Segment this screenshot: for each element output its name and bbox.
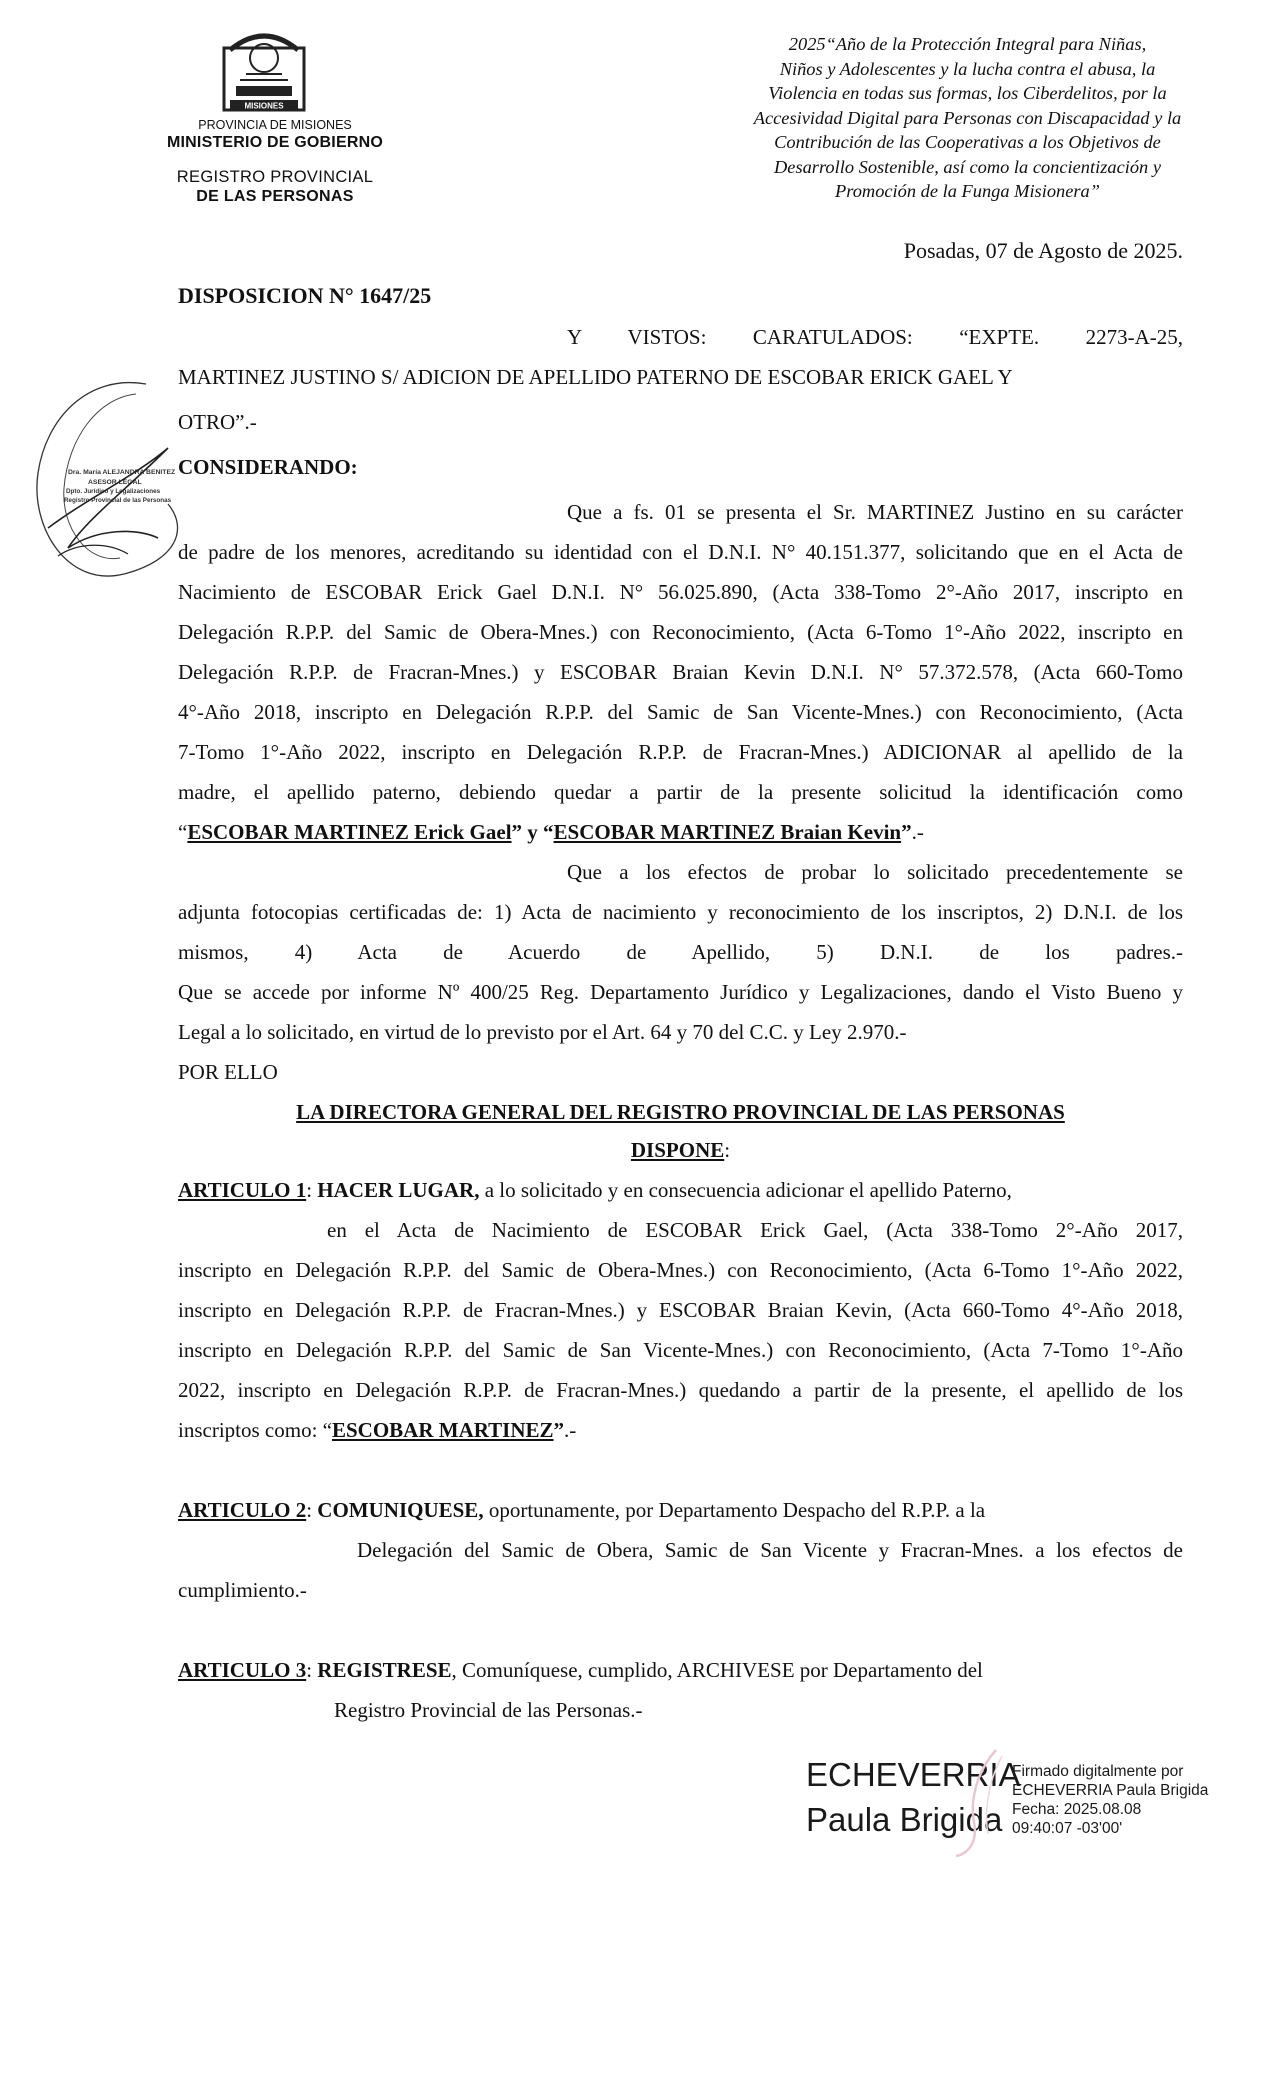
dispone-word: DISPONE <box>630 1138 725 1162</box>
considerando-p3-line1: Que se accede por informe Nº 400/25 Reg. Departamento Jurídico y Legalizaciones, dando el Visto Bueno y <box>178 980 1183 1004</box>
articulo3-label: ARTICULO 3 <box>178 1658 307 1682</box>
articulo1-line: 2022, inscripto en Delegación R.P.P. de Fracran-Mnes.) quedando a partir de la presente, el apellido de los <box>178 1378 1183 1402</box>
svg-text:Dpto. Jurídico y Legalizacione: Dpto. Jurídico y Legalizaciones <box>66 488 161 495</box>
new-name-erick: ESCOBAR MARTINEZ Erick Gael <box>187 820 512 844</box>
considerando-p2-line3: mismos, 4) Acta de Acuerdo de Apellido, 5) D.N.I. de los padres.- <box>178 940 1183 964</box>
considerando-p1-end <box>178 820 1183 845</box>
vistos-line3: OTRO”.- <box>178 410 257 434</box>
articulo1-last-close: ” <box>553 1418 565 1442</box>
province-seal-logo <box>220 28 308 114</box>
articulo2-line2: Delegación del Samic de Obera, Samic de San Vicente y Fracran-Mnes. a los efectos de <box>357 1538 1183 1562</box>
year-motto-line: Accesividad Digital para Personas con Discapacidad y la <box>753 107 1182 128</box>
considerando-p2-first: Que a los efectos de probar lo solicitado precedentemente se <box>567 860 1183 884</box>
articulo2-first-line <box>178 1498 1183 1523</box>
articulo2-label: ARTICULO 2 <box>178 1498 307 1522</box>
year-motto-line: Niños y Adolescentes y la lucha contra el abusa, la <box>779 58 1156 79</box>
articulo1-line: inscripto en Delegación R.P.P. del Samic de Obera-Mnes.) con Reconocimiento, (Acta 6-Tomo 1°-Año 2022, <box>178 1258 1183 1282</box>
year-motto-line: 2025“Año de la Protección Integral para Niñas, <box>788 34 1147 54</box>
considerando-heading: CONSIDERANDO: <box>178 455 358 479</box>
year-motto-line: Contribución de las Cooperativas a los Objetivos de <box>774 132 1161 152</box>
articulo3-first-line <box>178 1658 1183 1683</box>
articulo2-line3: cumplimiento.- <box>178 1578 307 1602</box>
quote-close: ” <box>901 820 912 844</box>
articulo3-line2: Registro Provincial de las Personas.- <box>334 1698 643 1722</box>
disposition-title: DISPOSICION N° 1647/25 <box>178 283 432 308</box>
year-motto-line: Violencia en todas sus formas, los Ciberdelitos, por la <box>768 83 1167 103</box>
articulo3-lead: REGISTRESE <box>317 1658 452 1682</box>
quote-mid: ” y “ <box>511 820 554 844</box>
svg-text:ASESOR LEGAL: ASESOR LEGAL <box>88 479 142 486</box>
svg-text:Dra. María ALEJANDRA BENITEZ: Dra. María ALEJANDRA BENITEZ <box>68 469 176 476</box>
dispone-heading <box>178 1138 1183 1163</box>
considerando-p3-line2: Legal a lo solicitado, en virtud de lo previsto por el Art. 64 y 70 del C.C. y Ley 2.970.- <box>178 1020 907 1044</box>
considerando-p1-first: Que a fs. 01 se presenta el Sr. MARTINEZ Justino en su carácter <box>567 500 1183 524</box>
digital-signature-info <box>1012 1762 1208 1838</box>
header-province: PROVINCIA DE MISIONES <box>198 118 352 132</box>
signature-flourish-icon <box>940 1742 1020 1862</box>
articulo1-first-line <box>178 1178 1183 1203</box>
dispone-colon: : <box>724 1138 731 1162</box>
header-registry-line1: REGISTRO PROVINCIAL <box>176 168 374 186</box>
signature-info-line: Fecha: 2025.08.08 <box>1012 1801 1142 1818</box>
signature-info-line: 09:40:07 -03'00' <box>1012 1820 1123 1837</box>
articulo3-sep: : <box>306 1658 318 1682</box>
articulo1-label: ARTICULO 1 <box>178 1178 307 1202</box>
articulo3-text: , Comuníquese, cumplido, ARCHIVESE por Departamento del <box>451 1658 983 1682</box>
quote-open: “ <box>178 820 188 844</box>
considerando-p1-line: madre, el apellido paterno, debiendo quedar a partir de la presente solicitud la identificación como <box>178 780 1183 804</box>
header-ministry: MINISTERIO DE GOBIERNO <box>167 134 383 151</box>
signature-info-line: ECHEVERRIA Paula Brigida <box>1012 1782 1209 1799</box>
articulo1-last-prefix: inscriptos como: “ <box>178 1418 332 1442</box>
new-name-braian: ESCOBAR MARTINEZ Braian Kevin <box>553 820 902 844</box>
considerando-p2-line2: adjunta fotocopias certificadas de: 1) Acta de nacimiento y reconocimiento de los inscriptos, 2) D.N.I. de los <box>178 900 1183 924</box>
svg-text:MISIONES: MISIONES <box>244 101 284 111</box>
considerando-p1-line: Delegación R.P.P. del Samic de Obera-Mnes.) con Reconocimiento, (Acta 6-Tomo 1°-Año 2022, inscripto en <box>178 620 1183 644</box>
svg-text:Registro Provincial de las Per: Registro Provincial de las Personas <box>64 497 172 504</box>
vistos-line1: Y VISTOS: CARATULADOS: “EXPTE. 2273-A-25, <box>567 325 1183 349</box>
articulo2-sep: : <box>306 1498 318 1522</box>
articulo1-last-line <box>178 1418 1183 1443</box>
signature-name-line2: Paula Brigida <box>806 1801 1003 1838</box>
articulo2-lead: COMUNIQUESE, <box>317 1498 484 1522</box>
considerando-p1-line: 7-Tomo 1°-Año 2022, inscripto en Delegación R.P.P. de Fracran-Mnes.) ADICIONAR al apellido de la <box>178 740 1183 764</box>
articulo1-line2: en el Acta de Nacimiento de ESCOBAR Erick Gael, (Acta 338-Tomo 2°-Año 2017, <box>327 1218 1183 1242</box>
signature-name-line1: ECHEVERRIA <box>806 1756 1021 1793</box>
considerando-p1-line: Delegación R.P.P. de Fracran-Mnes.) y ESCOBAR Braian Kevin D.N.I. N° 57.372.578, (Acta 660-Tomo <box>178 660 1183 684</box>
document-date: Posadas, 07 de Agosto de 2025. <box>903 238 1183 263</box>
articulo1-lead: HACER LUGAR, <box>317 1178 480 1202</box>
signature-info-line: Firmado digitalmente por <box>1012 1763 1184 1780</box>
vistos-line2: MARTINEZ JUSTINO S/ ADICION DE APELLIDO PATERNO DE ESCOBAR ERICK GAEL Y <box>178 365 1013 389</box>
articulo1-last-suffix: .- <box>564 1418 577 1442</box>
considerando-p1-line: de padre de los menores, acreditando su identidad con el D.N.I. N° 40.151.377, solicitando que en el Acta de <box>178 540 1183 564</box>
articulo1-line: inscripto en Delegación R.P.P. de Fracran-Mnes.) y ESCOBAR Braian Kevin, (Acta 660-Tomo 4°-Año 2018, <box>178 1298 1183 1322</box>
year-motto-line: Promoción de la Funga Misionera” <box>835 181 1100 201</box>
articulo1-sep: : <box>306 1178 318 1202</box>
header-registry-line2: DE LAS PERSONAS <box>196 188 354 205</box>
articulo1-line: inscripto en Delegación R.P.P. del Samic de San Vicente-Mnes.) con Reconocimiento, (Acta 7-Tomo 1°-Año <box>178 1338 1183 1362</box>
articulo1-text: a lo solicitado y en consecuencia adicionar el apellido Paterno, <box>479 1178 1012 1202</box>
articulo2-text: oportunamente, por Departamento Despacho del R.P.P. a la <box>483 1498 986 1522</box>
por-ello: POR ELLO <box>178 1060 278 1084</box>
articulo1-surname: ESCOBAR MARTINEZ <box>331 1418 554 1442</box>
year-motto <box>705 32 1230 204</box>
legal-advisor-stamp <box>28 378 198 586</box>
considerando-p1-line: Nacimiento de ESCOBAR Erick Gael D.N.I. N° 56.025.890, (Acta 338-Tomo 2°-Año 2017, inscripto en <box>178 580 1183 604</box>
line-suffix: .- <box>911 820 924 844</box>
year-motto-line: Desarrollo Sostenible, así como la concientización y <box>774 156 1161 177</box>
directora-heading: LA DIRECTORA GENERAL DEL REGISTRO PROVINCIAL DE LAS PERSONAS <box>296 1100 1065 1124</box>
considerando-p1-line: 4°-Año 2018, inscripto en Delegación R.P.P. del Samic de San Vicente-Mnes.) con Reconocimiento, (Acta <box>178 700 1183 724</box>
